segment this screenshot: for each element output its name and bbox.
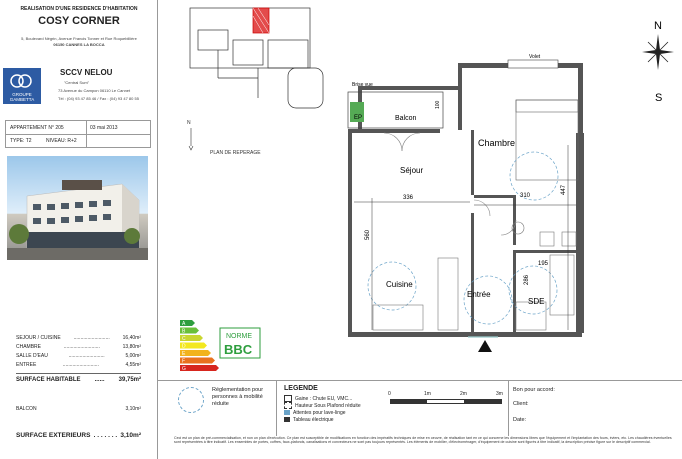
door-swings [384,133,516,235]
energy-letter: C [182,336,186,342]
room-chambre: Chambre [478,138,516,148]
dim-100: 100 [435,100,441,109]
hsp-icon [284,402,292,409]
compass-rose-icon [642,34,674,70]
dim-336: 336 [403,195,414,201]
surface-habitable-row: SURFACE HABITABLE ...... 39,75m² [16,377,141,383]
energy-letter: A [182,321,186,327]
energy-letter: E [182,351,186,357]
project-city: 06150 CANNES LA BOCCA [53,42,105,47]
lave-linge-icon [284,410,290,415]
bbc-label: BBC [224,342,253,357]
disclaimer-text: Ceci est un plan de pré-commercialisation, et non un plan d'exécution. Ce plan est susceptible de modifications en fonction des impératifs techniques de mise en oeuvre, de réalisation tant en ce qui concerne les dimensions libres que l'équipement et l'implantation des fours, éviers, etc. Les chaudières éventuelles sont représentées à titre indicatif. Les ensembles de portes, coffres, faux-plafonds, canalisations et convecteurs ne sont pas toujours représentés. Les éléments de mobilier, d'électroménager, d'équipement de cuisine sont figurés à titre indicatif, la description précise figure sur le descriptif commercial. [174,436,672,445]
brise-vue-label: Brise vue [352,82,373,88]
room-entree: Entrée [467,290,491,299]
entrance-arrow-icon [478,340,492,352]
logo-text: GROUPE GAMBETTA [9,92,35,102]
balcon-label: Balcon [395,115,417,122]
legend-title: LEGENDE [284,385,318,392]
site-north-arrow-icon [189,128,193,150]
window-chambre [508,60,558,68]
legend-list [284,395,384,423]
energy-letter: D [182,343,186,350]
dim-310: 310 [520,193,531,199]
dim-560: 560 [365,229,371,240]
room-sejour: Séjour [400,166,424,175]
dim-195: 195 [538,261,549,267]
room-sde: SDE [528,297,545,306]
surface-row: ENTREE .......................... 4,55m² [16,362,141,368]
legend-item: Gaine : Chute EU, VMC... [284,395,384,402]
apartment-walls [348,63,584,337]
plan-reperage-label: PLAN DE REPERAGE [210,150,261,156]
compass-n: N [654,20,662,32]
building-rendering-image [7,156,148,260]
scale-1m: 1m [424,391,431,397]
accord-title: Bon pour accord: [513,387,555,393]
project-name: COSY CORNER [38,15,120,27]
volet-label: Volet [529,54,541,60]
fixtures [373,222,576,330]
surface-row: SALLE D'EAU .......................... 5,00m² [16,353,141,359]
accord-date: Date: [513,417,527,423]
company-sub: "Central Sum" [64,80,90,85]
compass-s: S [655,92,663,104]
legend-item: Hauteur Sous Plafond réduite [284,402,384,409]
room-cuisine: Cuisine [386,280,413,289]
apartment-box [5,120,151,148]
surface-ext-row: SURFACE EXTERIEURS . . . . . . . 3,10m² [16,432,141,439]
norme-label: NORME [226,333,253,340]
surface-row: SEJOUR / CUISINE .......................... 16,40m² [16,335,141,341]
energy-letter: F [182,358,186,365]
energy-letter: G [182,366,186,372]
apartment-number: APPARTEMENT N° 205 [10,125,64,131]
balcon-row: BALCON 3,10m² [16,406,141,412]
company-name: SCCV NELOU [60,68,113,77]
realisation-text: REALISATION D'UNE RESIDENCE D'HABITATION [20,6,138,12]
scale-2m: 2m [460,391,467,397]
apartment-type: TYPE: T2 [10,138,32,144]
company-phone: Tél : (04) 93 47 85 46 / Fax : (04) 93 47 80 55 [58,96,139,101]
project-address: 5, Boulevard Négrin, Avenue Francis Tonner et Rue Roquebillière [21,36,137,41]
apartment-level: NIVEAU: R+2 [46,138,77,144]
site-north-label: N [187,120,191,126]
site-plan [190,8,323,108]
dim-447: 447 [561,184,567,195]
gambetta-logo [3,68,41,104]
pmr-circle-icon [178,387,204,413]
apartment-date: 03 mai 2013 [90,125,118,131]
reglementation-text: Réglementation pour personnes à mobilité réduite [212,387,264,407]
energy-letter: B [182,328,186,335]
legend-item: Attentes pour lave-linge [284,409,384,416]
floor-plan-drawing [158,0,682,380]
surface-row: CHAMBRE .......................... 13,80m² [16,344,141,350]
scale-0: 0 [388,391,391,397]
legend-panel [158,380,682,436]
gaine-icon [284,395,292,402]
dim-286: 286 [524,274,530,285]
ep-label: EP [354,115,363,121]
accord-client: Client: [513,401,529,407]
scale-bar [390,399,502,404]
company-address: 73 Avenue du Campon 06110 Le Cannet [58,88,131,93]
legend-item: Tableau électrique [284,416,384,423]
scale-3m: 3m [496,391,503,397]
tableau-icon [284,417,290,422]
